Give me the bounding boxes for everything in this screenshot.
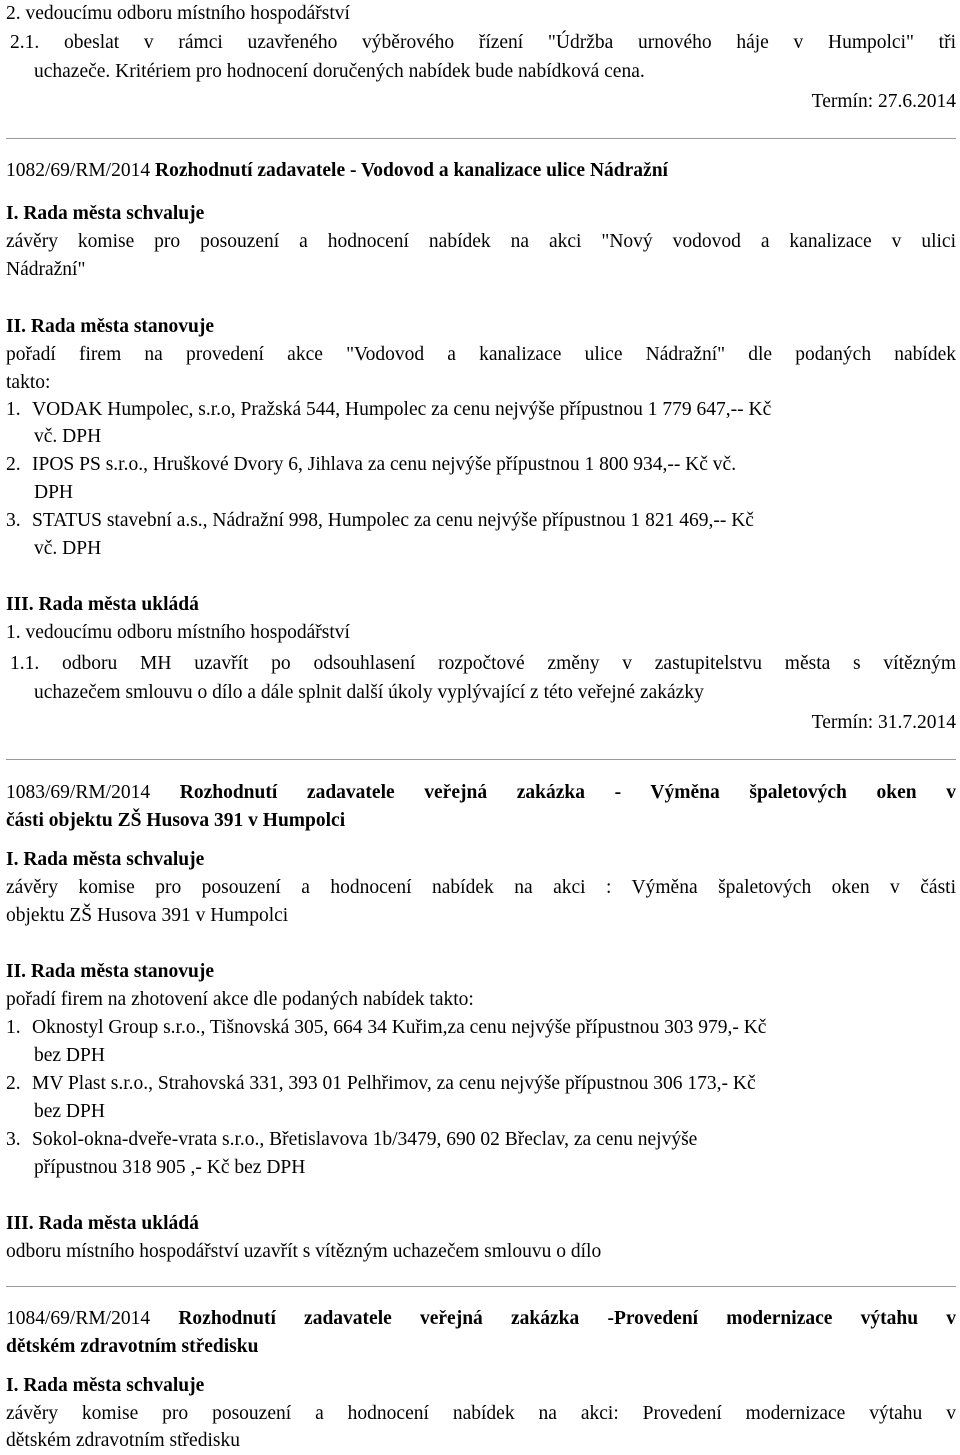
- resolution-heading: [6, 779, 956, 807]
- resolution-code: 1084/69/RM/2014: [6, 1308, 151, 1329]
- list-number: 3.: [6, 1129, 21, 1150]
- resolution-heading: [6, 1305, 956, 1333]
- text-line: závěry komise pro posouzení a hodnocení nabídek na akci : Výměna špaletových oken v části: [6, 877, 956, 898]
- text-line: závěry komise pro posouzení a hodnocení nabídek na akci: Provedení modernizace výtahu v: [6, 1403, 956, 1424]
- resolution-code: 1082/69/RM/2014: [6, 160, 151, 181]
- text-line: uchazeče. Kritériem pro hodnocení doručených nabídek bude nabídková cena.: [34, 61, 645, 82]
- section-heading: I. Rada města schvaluje: [6, 1375, 205, 1396]
- list-item: [6, 1014, 956, 1042]
- deadline: Termín: 27.6.2014: [811, 91, 956, 112]
- section-heading: III. Rada města ukládá: [6, 594, 199, 615]
- list-number: 2.: [6, 454, 21, 475]
- list-item-cont: vč. DPH: [34, 538, 102, 559]
- list-item-cont: DPH: [34, 482, 74, 503]
- list-text: Sokol-okna-dveře-vrata s.r.o., Břetislavova 1b/3479, 690 02 Břeclav, za cenu nejvýše: [32, 1129, 698, 1150]
- text-line: 2.1. obeslat v rámci uzavřeného výběrového řízení "Údržba urnového háje v Humpolci" tři: [10, 32, 956, 53]
- text-line: uchazečem smlouvu o dílo a dále splnit další úkoly vyplývající z této veřejné zakázky: [34, 682, 704, 703]
- list-item: [6, 507, 956, 535]
- resolution-title: Rozhodnutí zadavatele - Vodovod a kanalizace ulice Nádražní: [154, 160, 668, 181]
- list-item: [6, 451, 956, 479]
- list-item-cont: přípustnou 318 905 ,- Kč bez DPH: [34, 1157, 306, 1178]
- section-heading: III. Rada města ukládá: [6, 1213, 199, 1234]
- text-line: 1.1. odboru MH uzavřít po odsouhlasení rozpočtové změny v zastupitelstvu města s vítězným: [10, 653, 956, 674]
- list-number: 2.: [6, 1073, 21, 1094]
- text-line: dětském zdravotním středisku: [6, 1430, 240, 1451]
- text-line: 1. vedoucímu odboru místního hospodářství: [6, 622, 350, 643]
- list-text: VODAK Humpolec, s.r.o, Pražská 544, Humpolec za cenu nejvýše přípustnou 1 779 647,-- Kč: [32, 399, 772, 420]
- section-heading: I. Rada města schvaluje: [6, 849, 205, 870]
- text-line: objektu ZŠ Husova 391 v Humpolci: [6, 905, 289, 926]
- text-line: odboru místního hospodářství uzavřít s vítězným uchazečem smlouvu o dílo: [6, 1241, 602, 1262]
- resolution-title-cont: části objektu ZŠ Husova 391 v Humpolci: [6, 810, 346, 831]
- list-item-cont: bez DPH: [34, 1101, 105, 1122]
- resolution-title: Rozhodnutí zadavatele veřejná zakázka - Výměna špaletových oken v: [179, 782, 956, 803]
- list-item: [6, 396, 956, 424]
- list-item-cont: bez DPH: [34, 1045, 105, 1066]
- text-line: pořadí firem na provedení akce "Vodovod a kanalizace ulice Nádražní" dle podaných nabídek: [6, 344, 956, 365]
- text-line: závěry komise pro posouzení a hodnocení nabídek na akci "Nový vodovod a kanalizace v ulici: [6, 231, 956, 252]
- resolution-title: Rozhodnutí zadavatele veřejná zakázka -Provedení modernizace výtahu v: [178, 1308, 957, 1329]
- resolution-heading: [6, 157, 956, 185]
- resolution-title-cont: dětském zdravotním středisku: [6, 1336, 259, 1357]
- list-text: STATUS stavební a.s., Nádražní 998, Humpolec za cenu nejvýše přípustnou 1 821 469,-- Kč: [32, 510, 754, 531]
- text-line: pořadí firem na zhotovení akce dle podaných nabídek takto:: [6, 989, 474, 1010]
- list-number: 1.: [6, 399, 21, 420]
- list-item-cont: vč. DPH: [34, 426, 102, 447]
- deadline: Termín: 31.7.2014: [811, 712, 956, 733]
- divider: [6, 759, 956, 760]
- list-text: Oknostyl Group s.r.o., Tišnovská 305, 664 34 Kuřim,za cenu nejvýše přípustnou 303 979,- Kč: [32, 1017, 767, 1038]
- list-text: MV Plast s.r.o., Strahovská 331, 393 01 Pelhřimov, za cenu nejvýše přípustnou 306 173,- Kč: [32, 1073, 756, 1094]
- divider: [6, 1286, 956, 1287]
- list-item: [6, 1126, 956, 1154]
- text-line: 2. vedoucímu odboru místního hospodářství: [6, 3, 350, 24]
- divider: [6, 138, 956, 139]
- list-number: 3.: [6, 510, 21, 531]
- list-item: [6, 1070, 956, 1098]
- text-line: Nádražní": [6, 259, 86, 280]
- list-text: IPOS PS s.r.o., Hruškové Dvory 6, Jihlava za cenu nejvýše přípustnou 1 800 934,-- Kč vč.: [32, 454, 737, 475]
- list-number: 1.: [6, 1017, 21, 1038]
- section-heading: II. Rada města stanovuje: [6, 316, 215, 337]
- section-heading: II. Rada města stanovuje: [6, 961, 215, 982]
- resolution-code: 1083/69/RM/2014: [6, 782, 151, 803]
- text-line: takto:: [6, 372, 51, 393]
- section-heading: I. Rada města schvaluje: [6, 203, 205, 224]
